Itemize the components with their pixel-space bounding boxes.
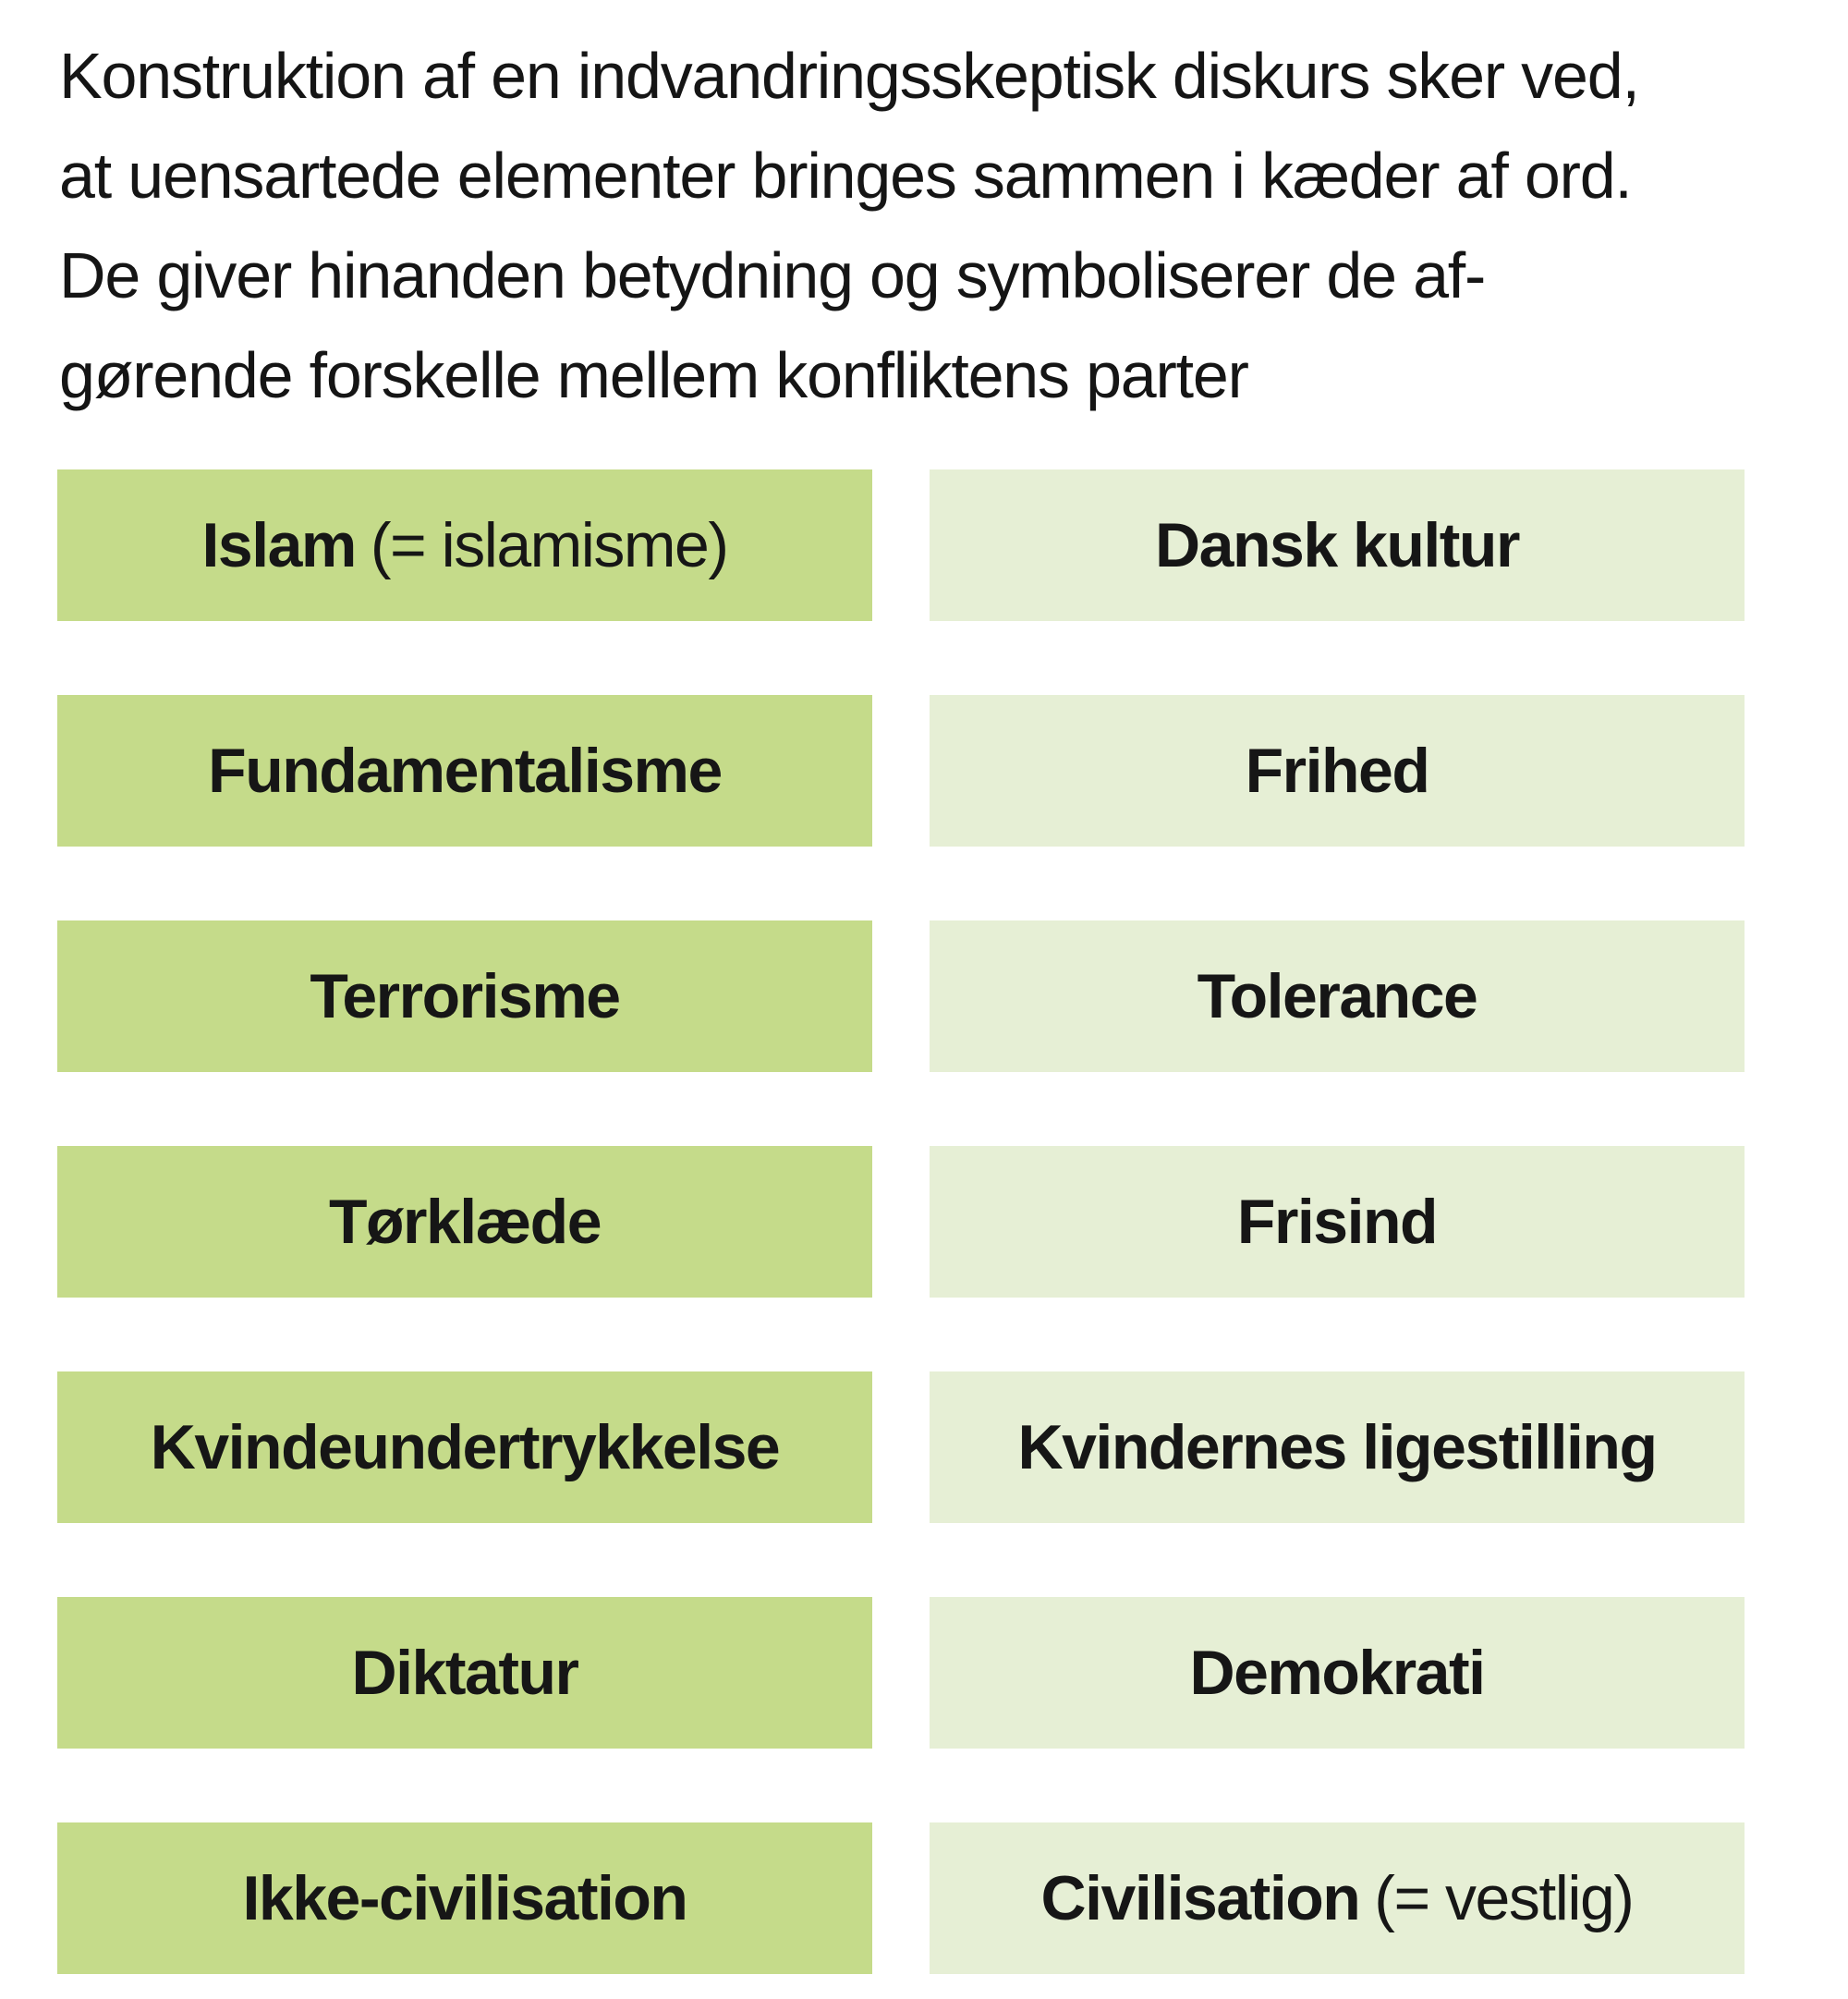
pair-row [57,1822,1745,1974]
left-term-box [57,1371,872,1523]
right-term-box [930,1597,1745,1749]
intro-paragraph [59,26,1815,425]
right-term-box [930,920,1745,1072]
left-term: Fundamentalisme [208,736,722,806]
left-term-box [57,1822,872,1974]
left-term-box [57,1597,872,1749]
pair-row [57,1146,1745,1298]
right-term: Demokrati [1189,1638,1485,1708]
right-term: Frisind [1236,1187,1438,1257]
right-term-box [930,1146,1745,1298]
left-term-box [57,1146,872,1298]
intro-line: gørende forskelle mellem konfliktens parter [59,339,1248,411]
right-term: Dansk kultur [1155,510,1519,580]
left-term-suffix: (= islamisme) [370,510,728,580]
right-term: Kvindernes ligestilling [1017,1412,1657,1482]
pair-row [57,1597,1745,1749]
right-term-suffix: (= vestlig) [1374,1863,1634,1933]
pair-row [57,920,1745,1072]
left-term: Diktatur [351,1638,578,1708]
left-term-box [57,695,872,847]
right-term: Civilisation [1040,1863,1360,1933]
left-term-box [57,469,872,621]
right-term-box [930,1822,1745,1974]
right-term: Tolerance [1197,961,1477,1031]
pair-row [57,469,1745,621]
left-term: Kvindeundertrykkelse [150,1412,780,1482]
right-term: Frihed [1245,736,1429,806]
pair-row [57,1371,1745,1523]
left-term-box [57,920,872,1072]
right-term-box [930,1371,1745,1523]
intro-line: at uensartede elementer bringes sammen i kæder af ord. [59,140,1632,212]
left-term: Ikke-civilisation [242,1863,687,1933]
left-term: Tørklæde [328,1187,602,1257]
left-term: Islam [201,510,356,580]
intro-line: Konstruktion af en indvandringsskeptisk diskurs sker ved, [59,40,1639,112]
right-term-box [930,695,1745,847]
pair-row [57,695,1745,847]
right-term-box [930,469,1745,621]
left-term: Terrorisme [310,961,620,1031]
intro-line: De giver hinanden betydning og symboliserer de af- [59,239,1486,311]
